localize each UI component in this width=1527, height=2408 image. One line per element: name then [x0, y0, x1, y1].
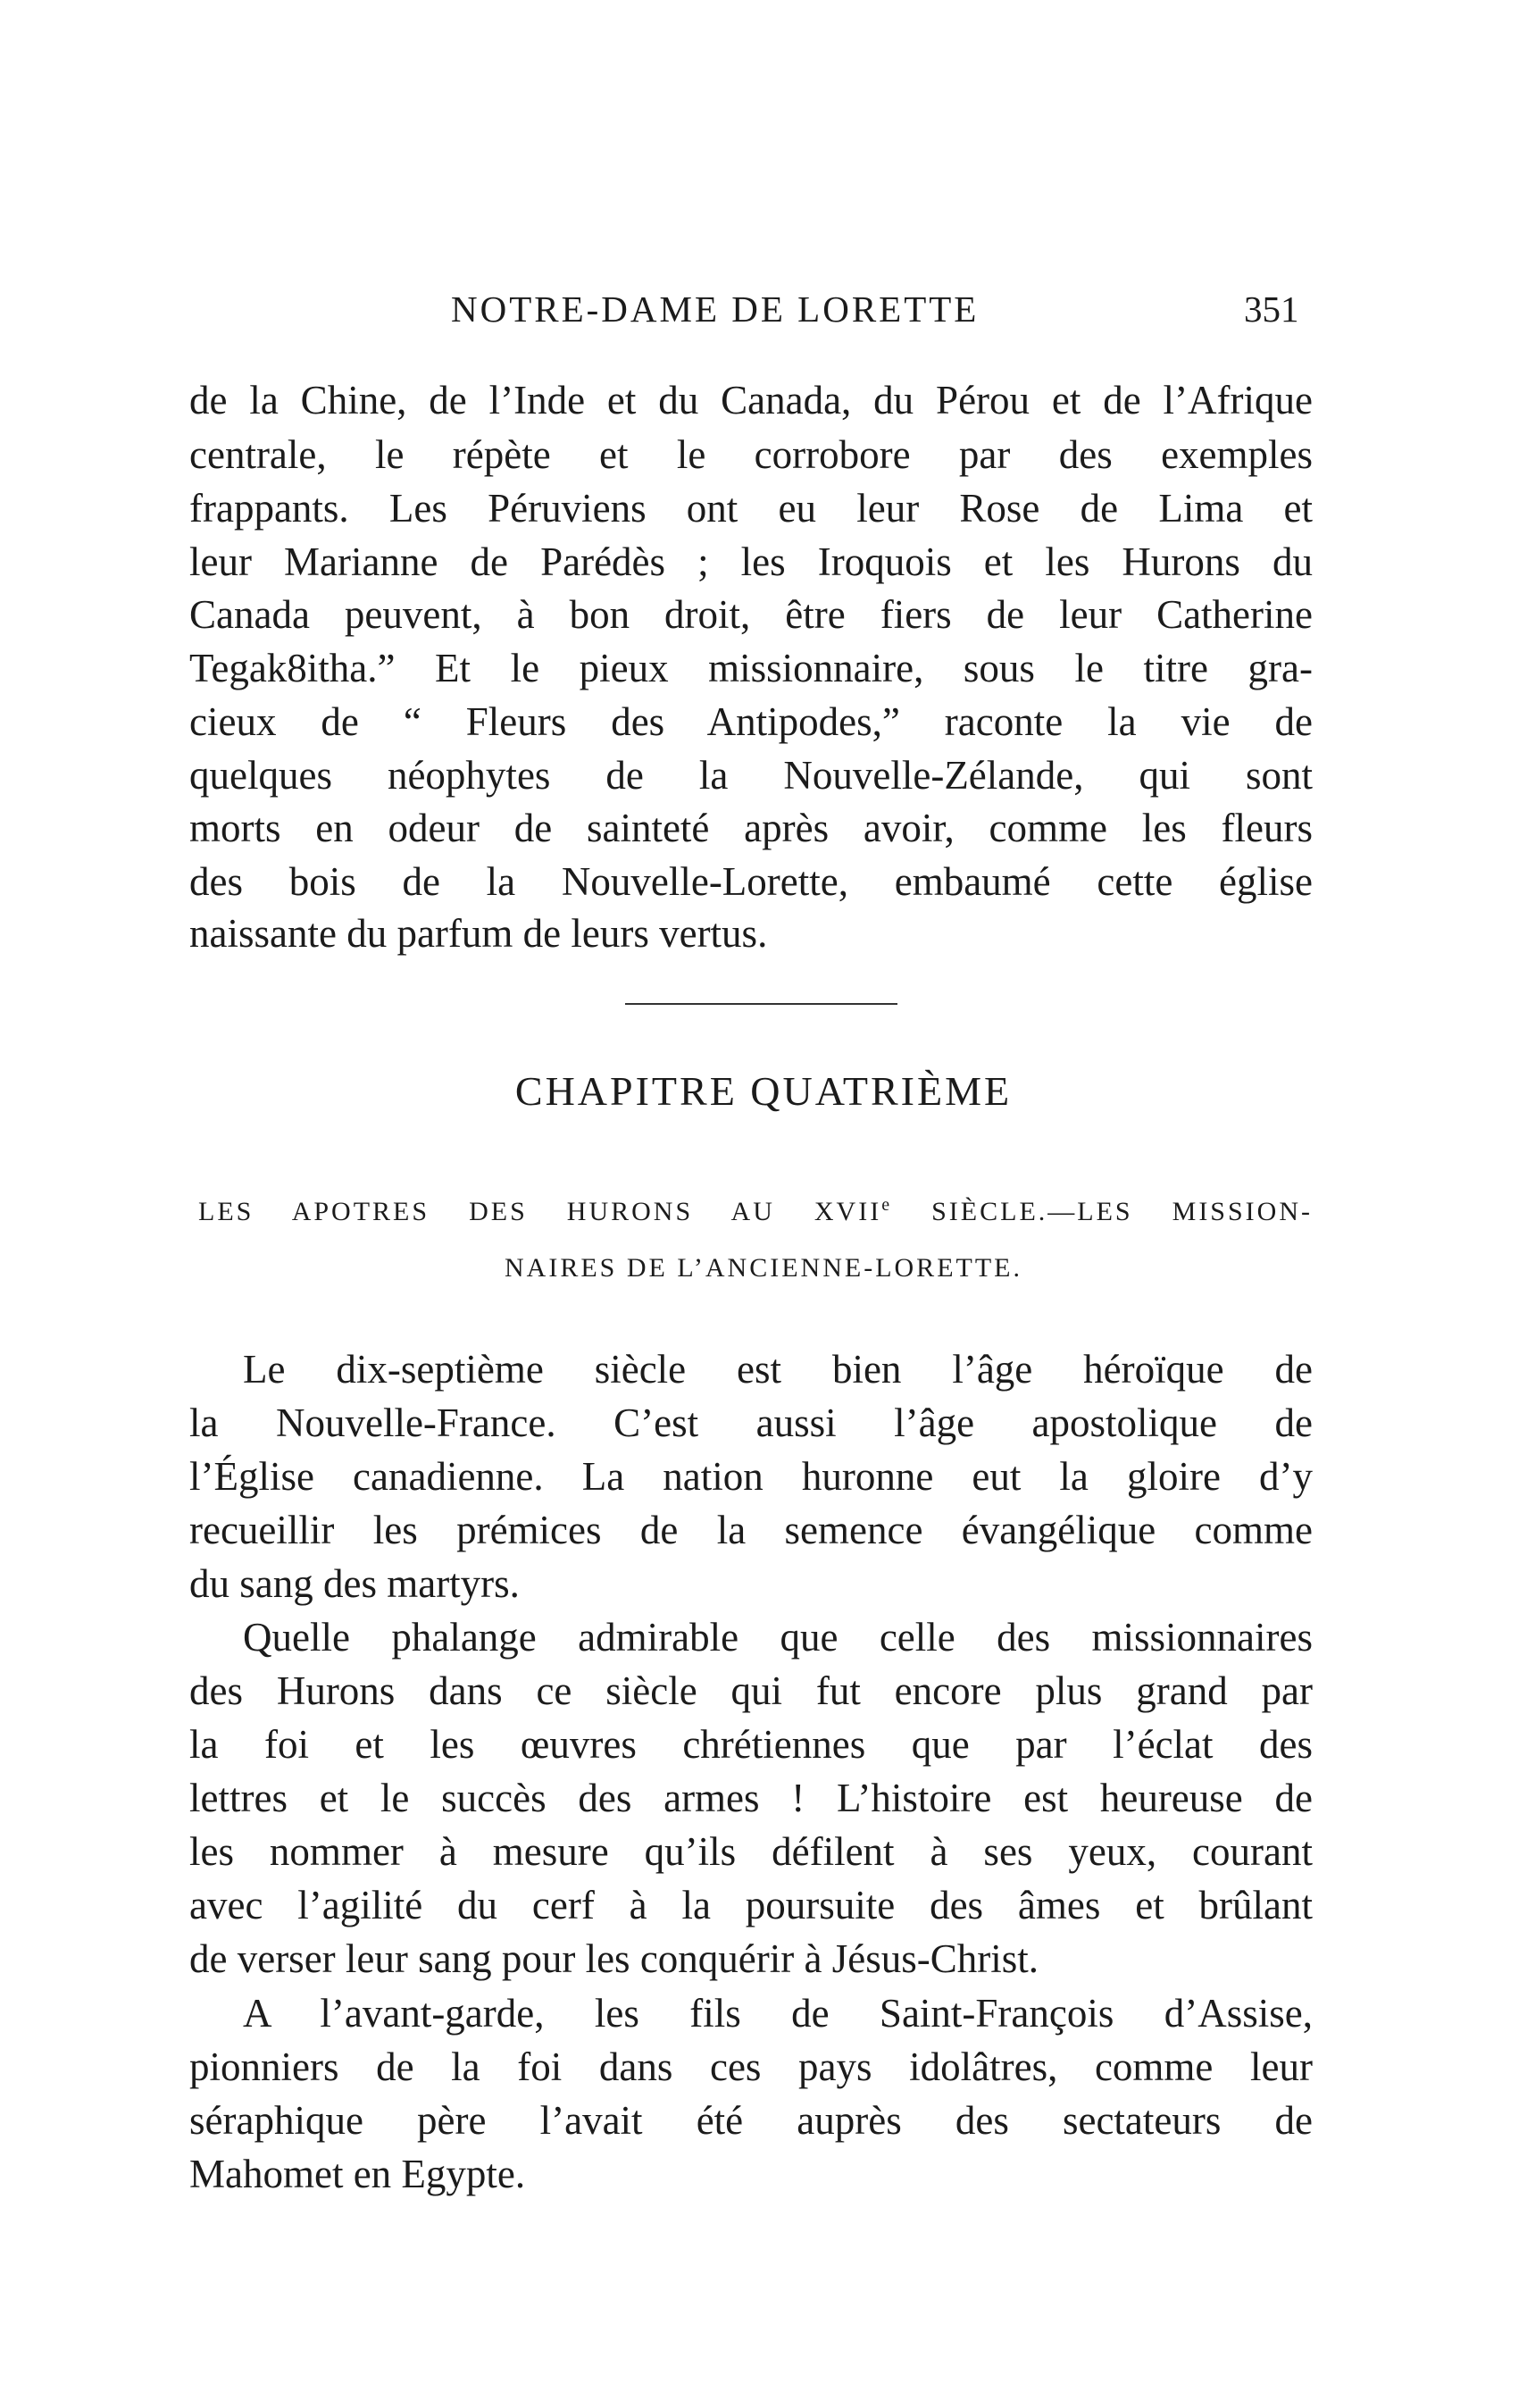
text-line: des bois de la Nouvelle-Lorette, embaumé cette église: [189, 859, 1313, 904]
text-line: du sang des martyrs.: [189, 1561, 520, 1606]
text-line: séraphique père l’avait été auprès des sectateurs de: [189, 2098, 1313, 2143]
text-line: avec l’agilité du cerf à la poursuite des âmes et brûlant: [189, 1883, 1313, 1927]
text-line: Le dix-septième siècle est bien l’âge héroïque de: [243, 1347, 1313, 1392]
text-line: morts en odeur de sainteté après avoir, comme les fleurs: [189, 806, 1313, 850]
text-line: recueillir les prémices de la semence évangélique comme: [189, 1508, 1313, 1552]
text-line: A l’avant-garde, les fils de Saint-François d’Assise,: [243, 1991, 1313, 2036]
subtitle-superscript: e: [881, 1195, 893, 1215]
text-line: Tegak8itha.” Et le pieux missionnaire, sous le titre gra-: [189, 646, 1313, 690]
text-line: lettres et le succès des armes ! L’histoire est heureuse de: [189, 1776, 1313, 1820]
text-line: l’Église canadienne. La nation huronne eut la gloire d’y: [189, 1454, 1313, 1499]
text-line: la Nouvelle-France. C’est aussi l’âge apostolique de: [189, 1400, 1313, 1445]
text-line: cieux de “ Fleurs des Antipodes,” raconte la vie de: [189, 699, 1313, 744]
running-title: NOTRE-DAME DE LORETTE: [451, 288, 980, 330]
page-number: 351: [1244, 288, 1299, 330]
text-line: frappants. Les Péruviens ont eu leur Rose de Lima et: [189, 486, 1313, 531]
text-line: leur Marianne de Parédès ; les Iroquois et les Hurons du: [189, 539, 1313, 584]
text-line: les nommer à mesure qu’ils défilent à ses yeux, courant: [189, 1829, 1313, 1874]
text-line: centrale, le répète et le corrobore par des exemples: [189, 432, 1313, 477]
text-line: de verser leur sang pour les conquérir à Jésus-Christ.: [189, 1936, 1039, 1981]
subtitle-text: SIÈCLE.—LES MISSION-: [892, 1197, 1313, 1226]
text-line: quelques néophytes de la Nouvelle-Zélande, qui sont: [189, 753, 1313, 798]
text-line: naissante du parfum de leurs vertus.: [189, 911, 768, 956]
text-line: Canada peuvent, à bon droit, être fiers de leur Catherine: [189, 592, 1313, 637]
subtitle-text: LES APOTRES DES HURONS AU XVII: [198, 1197, 882, 1226]
chapter-subtitle-line-1: [198, 1195, 1313, 1227]
section-divider: [625, 1003, 897, 1005]
chapter-title: CHAPITRE QUATRIÈME: [514, 1068, 1013, 1114]
text-line: de la Chine, de l’Inde et du Canada, du Pérou et de l’Afrique: [189, 378, 1313, 422]
chapter-subtitle-line-2: NAIRES DE L’ANCIENNE-LORETTE.: [505, 1253, 1022, 1283]
text-line: Mahomet en Egypte.: [189, 2152, 526, 2196]
text-line: pionniers de la foi dans ces pays idolâtres, comme leur: [189, 2044, 1313, 2089]
text-line: Quelle phalange admirable que celle des missionnaires: [243, 1615, 1313, 1660]
text-line: des Hurons dans ce siècle qui fut encore plus grand par: [189, 1668, 1313, 1713]
text-line: la foi et les œuvres chrétiennes que par l’éclat des: [189, 1722, 1313, 1767]
